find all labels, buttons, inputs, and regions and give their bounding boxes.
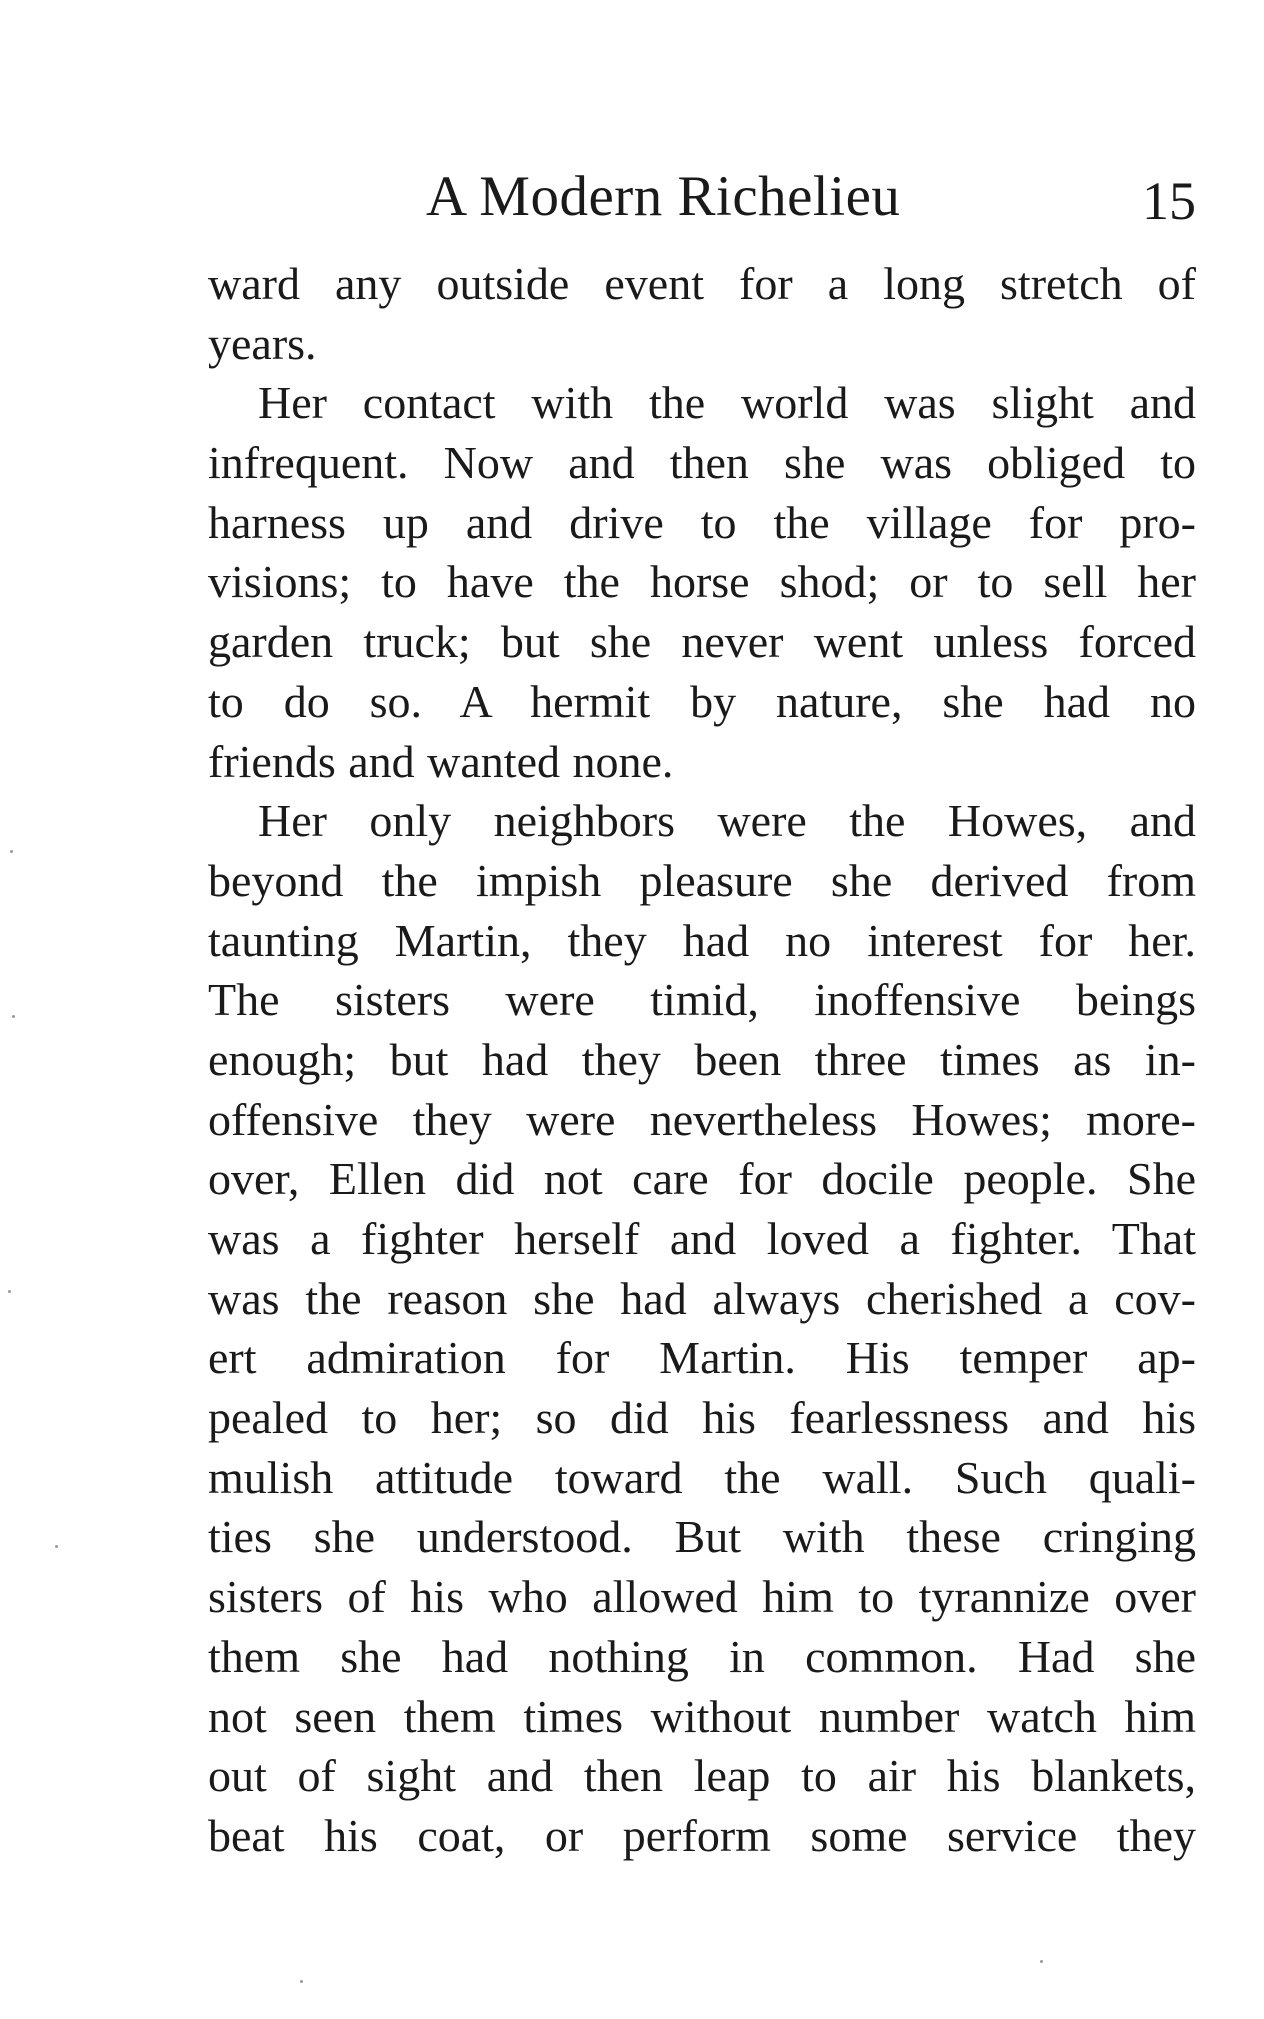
text-line: visions; to have the horse shod; or to sell her: [208, 556, 1196, 608]
text-line: infrequent. Now and then she was obliged to: [208, 437, 1196, 489]
text-line: was the reason she had always cherished a cov-: [208, 1272, 1196, 1324]
text-line: Her only neighbors were the Howes, and: [258, 795, 1196, 847]
text-line: sisters of his who allowed him to tyrannize over: [208, 1571, 1196, 1623]
paper-speck: [8, 1290, 11, 1293]
text-line: harness up and drive to the village for pro-: [208, 496, 1196, 548]
text-line: ward any outside event for a long stretch of: [208, 258, 1196, 309]
text-line: garden truck; but she never went unless forced: [208, 616, 1196, 668]
text-line: pealed to her; so did his fearlessness and his: [208, 1392, 1196, 1444]
text-line: friends and wanted none.: [208, 735, 674, 787]
text-line: to do so. A hermit by nature, she had no: [208, 675, 1196, 727]
paper-speck: [1040, 1960, 1043, 1963]
running-title: A Modern Richelieu: [426, 165, 901, 228]
running-head: [208, 162, 1196, 232]
text-line: over, Ellen did not care for docile people. She: [208, 1153, 1196, 1205]
paper-speck: [12, 1015, 15, 1018]
text-line: ties she understood. But with these cringing: [208, 1511, 1196, 1563]
text-line: beat his coat, or perform some service they: [208, 1809, 1196, 1861]
text-line: them she had nothing in common. Had she: [208, 1630, 1196, 1682]
body-text: [208, 254, 1196, 1866]
text-line: mulish attitude toward the wall. Such quali-: [208, 1451, 1196, 1503]
text-line: taunting Martin, they had no interest for her.: [208, 914, 1196, 966]
paper-speck: [10, 850, 13, 853]
text-line: ert admiration for Martin. His temper ap-: [208, 1332, 1196, 1384]
text-line: not seen them times without number watch him: [208, 1690, 1196, 1742]
page-number: 15: [1142, 171, 1196, 231]
text-line: beyond the impish pleasure she derived from: [208, 854, 1196, 906]
text-line: enough; but had they been three times as in-: [208, 1033, 1196, 1085]
text-line: years.: [208, 317, 317, 369]
paper-speck: [55, 1545, 58, 1548]
text-line: offensive they were nevertheless Howes; more-: [208, 1093, 1196, 1145]
text-line: Her contact with the world was slight and: [258, 377, 1196, 429]
text-line: out of sight and then leap to air his blankets,: [208, 1750, 1196, 1802]
paper-speck: [300, 1980, 303, 1983]
text-line: was a fighter herself and loved a fighter. That: [208, 1213, 1196, 1264]
text-line: The sisters were timid, inoffensive beings: [208, 974, 1196, 1026]
